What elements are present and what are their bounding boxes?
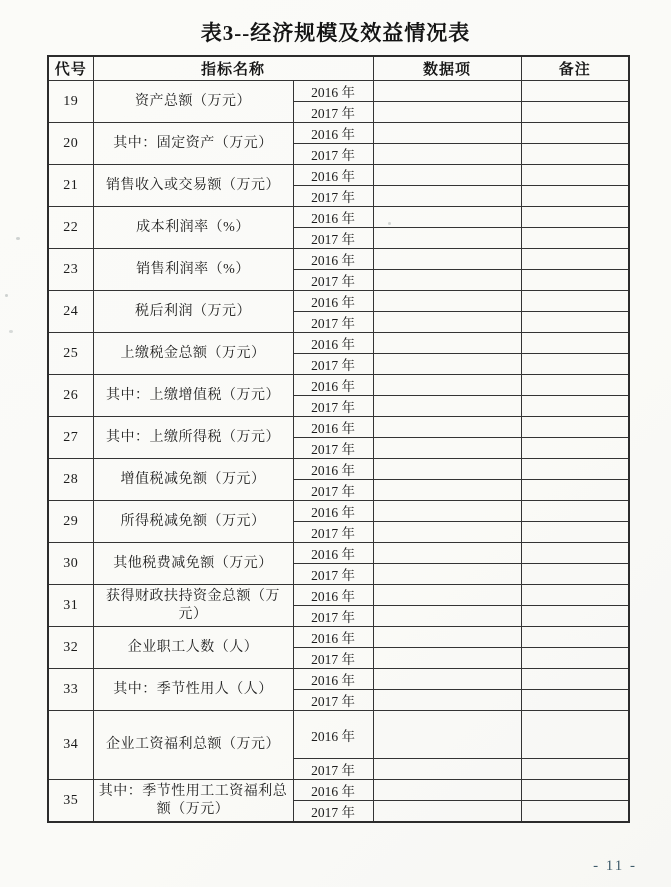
indicator-cell: 企业职工人数（人）: [93, 627, 293, 669]
year-cell: 2017 年: [293, 801, 373, 823]
data-cell: [373, 459, 521, 480]
table-row: [48, 81, 629, 102]
table-row: [48, 459, 629, 480]
indicator-cell: 其中：季节性用工工资福利总额（万元）: [93, 780, 293, 823]
year-cell: 2017 年: [293, 564, 373, 585]
code-cell: 29: [48, 501, 93, 543]
header-cell-remark: 备注: [521, 56, 629, 81]
data-cell: [373, 102, 521, 123]
data-cell: [373, 669, 521, 690]
year-cell: 2017 年: [293, 228, 373, 249]
code-cell: 27: [48, 417, 93, 459]
data-cell: [373, 228, 521, 249]
indicator-cell: 其中：上缴所得税（万元）: [93, 417, 293, 459]
remark-cell: [521, 780, 629, 801]
remark-cell: [521, 354, 629, 375]
table-header-row: [48, 56, 629, 81]
data-cell: [373, 333, 521, 354]
indicator-cell: 其他税费减免额（万元）: [93, 543, 293, 585]
code-cell: 28: [48, 459, 93, 501]
year-cell: 2016 年: [293, 81, 373, 102]
code-cell: 22: [48, 207, 93, 249]
remark-cell: [521, 81, 629, 102]
remark-cell: [521, 207, 629, 228]
table-row: [48, 165, 629, 186]
year-cell: 2016 年: [293, 669, 373, 690]
year-cell: 2017 年: [293, 312, 373, 333]
year-cell: 2017 年: [293, 438, 373, 459]
remark-cell: [521, 522, 629, 543]
remark-cell: [521, 606, 629, 627]
indicator-cell: 获得财政扶持资金总额（万元）: [93, 585, 293, 627]
header-cell-code: 代号: [48, 56, 93, 81]
year-cell: 2017 年: [293, 270, 373, 291]
data-cell: [373, 522, 521, 543]
year-cell: 2016 年: [293, 543, 373, 564]
remark-cell: [521, 123, 629, 144]
year-cell: 2016 年: [293, 249, 373, 270]
table-row: [48, 780, 629, 801]
header-cell-data: 数据项: [373, 56, 521, 81]
year-cell: 2016 年: [293, 459, 373, 480]
year-cell: 2016 年: [293, 627, 373, 648]
table-row: [48, 375, 629, 396]
year-cell: 2016 年: [293, 291, 373, 312]
code-cell: 21: [48, 165, 93, 207]
table-row: [48, 333, 629, 354]
code-cell: 35: [48, 780, 93, 823]
data-cell: [373, 627, 521, 648]
year-cell: 2017 年: [293, 480, 373, 501]
year-cell: 2017 年: [293, 606, 373, 627]
remark-cell: [521, 228, 629, 249]
data-cell: [373, 354, 521, 375]
data-cell: [373, 375, 521, 396]
indicator-cell: 资产总额（万元）: [93, 81, 293, 123]
year-cell: 2017 年: [293, 144, 373, 165]
year-cell: 2017 年: [293, 522, 373, 543]
indicator-cell: 销售收入或交易额（万元）: [93, 165, 293, 207]
code-cell: 34: [48, 711, 93, 780]
remark-cell: [521, 459, 629, 480]
table-row: [48, 711, 629, 759]
year-cell: 2017 年: [293, 759, 373, 780]
code-cell: 32: [48, 627, 93, 669]
code-cell: 23: [48, 249, 93, 291]
remark-cell: [521, 375, 629, 396]
remark-cell: [521, 543, 629, 564]
code-cell: 19: [48, 81, 93, 123]
page-number: - 11 -: [593, 858, 637, 874]
data-cell: [373, 480, 521, 501]
data-cell: [373, 207, 521, 228]
data-cell: [373, 780, 521, 801]
indicator-cell: 增值税减免额（万元）: [93, 459, 293, 501]
indicator-cell: 上缴税金总额（万元）: [93, 333, 293, 375]
data-cell: [373, 291, 521, 312]
data-cell: [373, 801, 521, 823]
indicator-cell: 其中：季节性用人（人）: [93, 669, 293, 711]
year-cell: 2017 年: [293, 354, 373, 375]
remark-cell: [521, 669, 629, 690]
data-cell: [373, 81, 521, 102]
remark-cell: [521, 186, 629, 207]
table-body: [48, 81, 629, 823]
remark-cell: [521, 312, 629, 333]
remark-cell: [521, 165, 629, 186]
table-row: [48, 417, 629, 438]
year-cell: 2017 年: [293, 186, 373, 207]
table-row: [48, 501, 629, 522]
code-cell: 31: [48, 585, 93, 627]
indicator-cell: 企业工资福利总额（万元）: [93, 711, 293, 780]
indicator-cell: 成本利润率（%）: [93, 207, 293, 249]
remark-cell: [521, 144, 629, 165]
year-cell: 2016 年: [293, 711, 373, 759]
code-cell: 25: [48, 333, 93, 375]
indicator-cell: 其中：固定资产（万元）: [93, 123, 293, 165]
indicator-cell: 所得税减免额（万元）: [93, 501, 293, 543]
year-cell: 2016 年: [293, 333, 373, 354]
table-row: [48, 207, 629, 228]
data-cell: [373, 165, 521, 186]
year-cell: 2017 年: [293, 690, 373, 711]
year-cell: 2016 年: [293, 417, 373, 438]
code-cell: 30: [48, 543, 93, 585]
data-cell: [373, 648, 521, 669]
scan-speck: [388, 222, 391, 225]
scan-speck: [5, 294, 8, 297]
scan-speck: [16, 237, 20, 240]
year-cell: 2016 年: [293, 207, 373, 228]
data-cell: [373, 270, 521, 291]
remark-cell: [521, 249, 629, 270]
code-cell: 24: [48, 291, 93, 333]
remark-cell: [521, 585, 629, 606]
data-cell: [373, 543, 521, 564]
year-cell: 2016 年: [293, 165, 373, 186]
data-cell: [373, 417, 521, 438]
data-cell: [373, 396, 521, 417]
data-cell: [373, 759, 521, 780]
table-row: [48, 627, 629, 648]
year-cell: 2017 年: [293, 396, 373, 417]
remark-cell: [521, 801, 629, 823]
indicator-cell: 销售利润率（%）: [93, 249, 293, 291]
remark-cell: [521, 480, 629, 501]
year-cell: 2017 年: [293, 648, 373, 669]
table-row: [48, 669, 629, 690]
data-cell: [373, 249, 521, 270]
year-cell: 2016 年: [293, 585, 373, 606]
year-cell: 2016 年: [293, 780, 373, 801]
data-cell: [373, 144, 521, 165]
table-row: [48, 249, 629, 270]
year-cell: 2016 年: [293, 123, 373, 144]
data-cell: [373, 438, 521, 459]
remark-cell: [521, 501, 629, 522]
year-cell: 2016 年: [293, 375, 373, 396]
remark-cell: [521, 102, 629, 123]
table-row: [48, 291, 629, 312]
remark-cell: [521, 564, 629, 585]
data-cell: [373, 564, 521, 585]
economic-scale-table: [47, 55, 630, 823]
remark-cell: [521, 648, 629, 669]
data-cell: [373, 312, 521, 333]
code-cell: 20: [48, 123, 93, 165]
remark-cell: [521, 396, 629, 417]
code-cell: 33: [48, 669, 93, 711]
data-cell: [373, 585, 521, 606]
year-cell: 2016 年: [293, 501, 373, 522]
header-cell-indicator: 指标名称: [93, 56, 373, 81]
remark-cell: [521, 291, 629, 312]
year-cell: 2017 年: [293, 102, 373, 123]
code-cell: 26: [48, 375, 93, 417]
remark-cell: [521, 438, 629, 459]
remark-cell: [521, 627, 629, 648]
indicator-cell: 税后利润（万元）: [93, 291, 293, 333]
document-title: 表3--经济规模及效益情况表: [200, 21, 471, 45]
table-row: [48, 123, 629, 144]
scan-speck: [9, 330, 13, 333]
data-cell: [373, 186, 521, 207]
data-cell: [373, 606, 521, 627]
remark-cell: [521, 711, 629, 759]
remark-cell: [521, 270, 629, 291]
data-cell: [373, 711, 521, 759]
remark-cell: [521, 333, 629, 354]
data-cell: [373, 123, 521, 144]
data-cell: [373, 501, 521, 522]
table-row: [48, 585, 629, 606]
remark-cell: [521, 417, 629, 438]
remark-cell: [521, 759, 629, 780]
remark-cell: [521, 690, 629, 711]
data-cell: [373, 690, 521, 711]
indicator-cell: 其中：上缴增值税（万元）: [93, 375, 293, 417]
table-row: [48, 543, 629, 564]
